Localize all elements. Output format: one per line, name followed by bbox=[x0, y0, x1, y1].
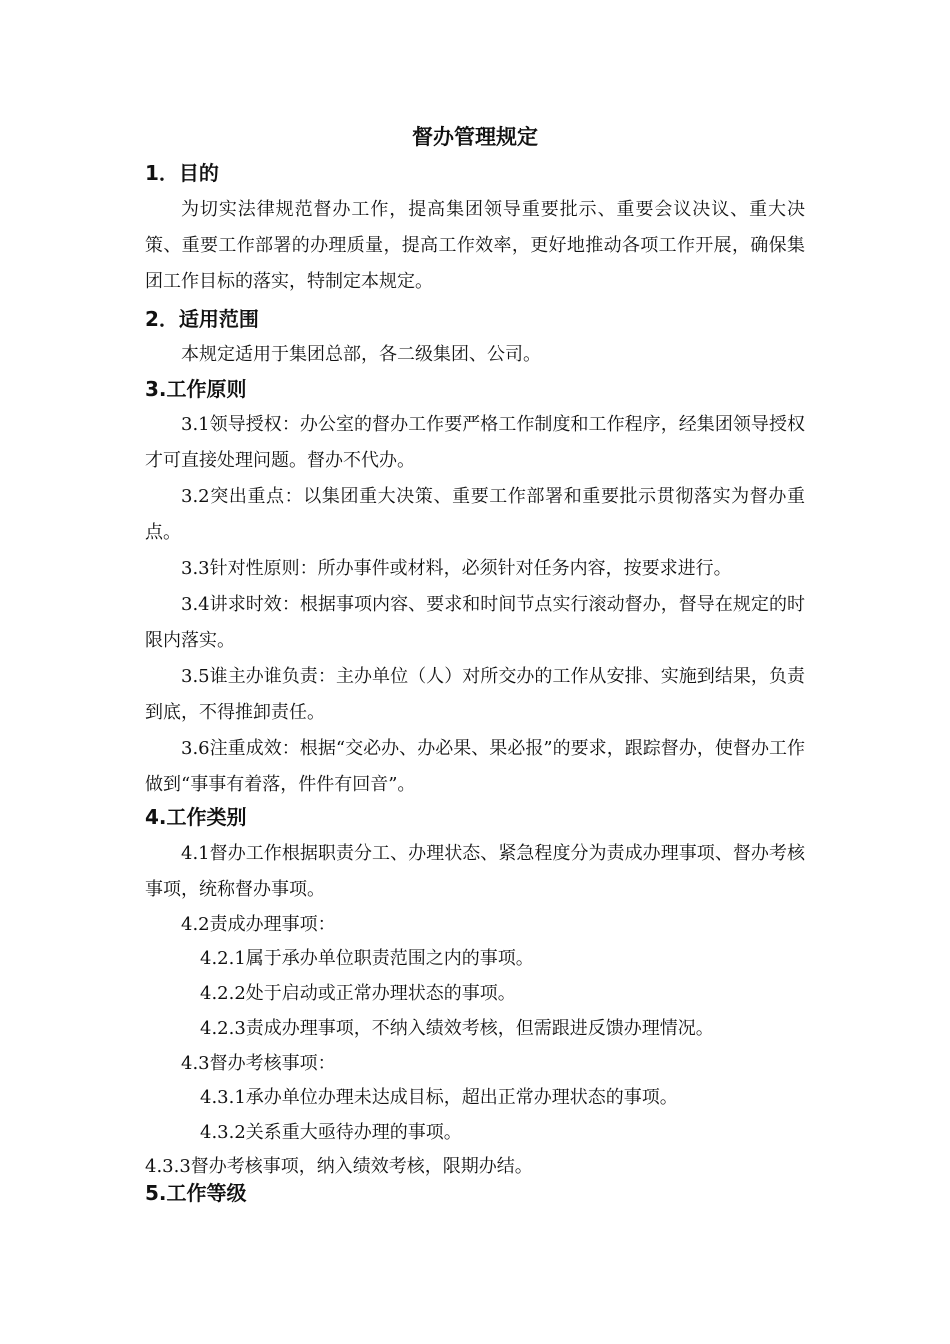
category-4-3-1: 4.3.1承办单位办理未达成目标，超出正常办理状态的事项。 bbox=[200, 1087, 678, 1108]
category-4-2-2: 4.2.2处于启动或正常办理状态的事项。 bbox=[200, 983, 516, 1004]
principle-3-6: 3.6注重成效：根据“交必办、办必果、果必报”的要求，跟踪督办，使督办工作做到“事事有着落，件件有回音”。 bbox=[145, 738, 805, 795]
section-heading-principles: 3.工作原则 bbox=[145, 377, 247, 401]
section-heading-purpose: 1．目的 bbox=[145, 161, 219, 185]
category-4-3-2: 4.3.2关系重大亟待办理的事项。 bbox=[200, 1122, 462, 1143]
page-title: 督办管理规定 bbox=[412, 125, 538, 149]
principle-3-3: 3.3针对性原则：所办事件或材料，必须针对任务内容，按要求进行。 bbox=[181, 558, 732, 579]
principle-3-1: 3.1领导授权：办公室的督办工作要严格工作制度和工作程序，经集团领导授权才可直接处理问题。督办不代办。 bbox=[145, 414, 805, 471]
category-4-3: 4.3督办考核事项： bbox=[181, 1053, 336, 1074]
section-heading-scope: 2．适用范围 bbox=[145, 307, 259, 331]
category-4-2-3: 4.2.3责成办理事项，不纳入绩效考核，但需跟进反馈办理情况。 bbox=[200, 1018, 714, 1039]
principle-3-4: 3.4讲求时效：根据事项内容、要求和时间节点实行滚动督办，督导在规定的时限内落实。 bbox=[145, 594, 805, 651]
category-4-2: 4.2责成办理事项： bbox=[181, 914, 336, 935]
paragraph-purpose: 为切实法律规范督办工作，提高集团领导重要批示、重要会议决议、重大决策、重要工作部署的办理质量，提高工作效率，更好地推动各项工作开展，确保集团工作目标的落实，特制定本规定。 bbox=[145, 199, 805, 292]
category-4-3-3: 4.3.3督办考核事项，纳入绩效考核，限期办结。 bbox=[145, 1156, 533, 1177]
category-4-2-1: 4.2.1属于承办单位职责范围之内的事项。 bbox=[200, 948, 534, 969]
principle-3-5: 3.5谁主办谁负责：主办单位（人）对所交办的工作从安排、实施到结果，负责到底，不得推卸责任。 bbox=[145, 666, 805, 723]
section-heading-categories: 4.工作类别 bbox=[145, 805, 247, 829]
category-4-1: 4.1督办工作根据职责分工、办理状态、紧急程度分为责成办理事项、督办考核事项，统称督办事项。 bbox=[145, 843, 805, 900]
section-heading-levels: 5.工作等级 bbox=[145, 1181, 247, 1205]
paragraph-scope: 本规定适用于集团总部，各二级集团、公司。 bbox=[181, 344, 541, 365]
principle-3-2: 3.2突出重点：以集团重大决策、重要工作部署和重要批示贯彻落实为督办重点。 bbox=[145, 486, 805, 543]
